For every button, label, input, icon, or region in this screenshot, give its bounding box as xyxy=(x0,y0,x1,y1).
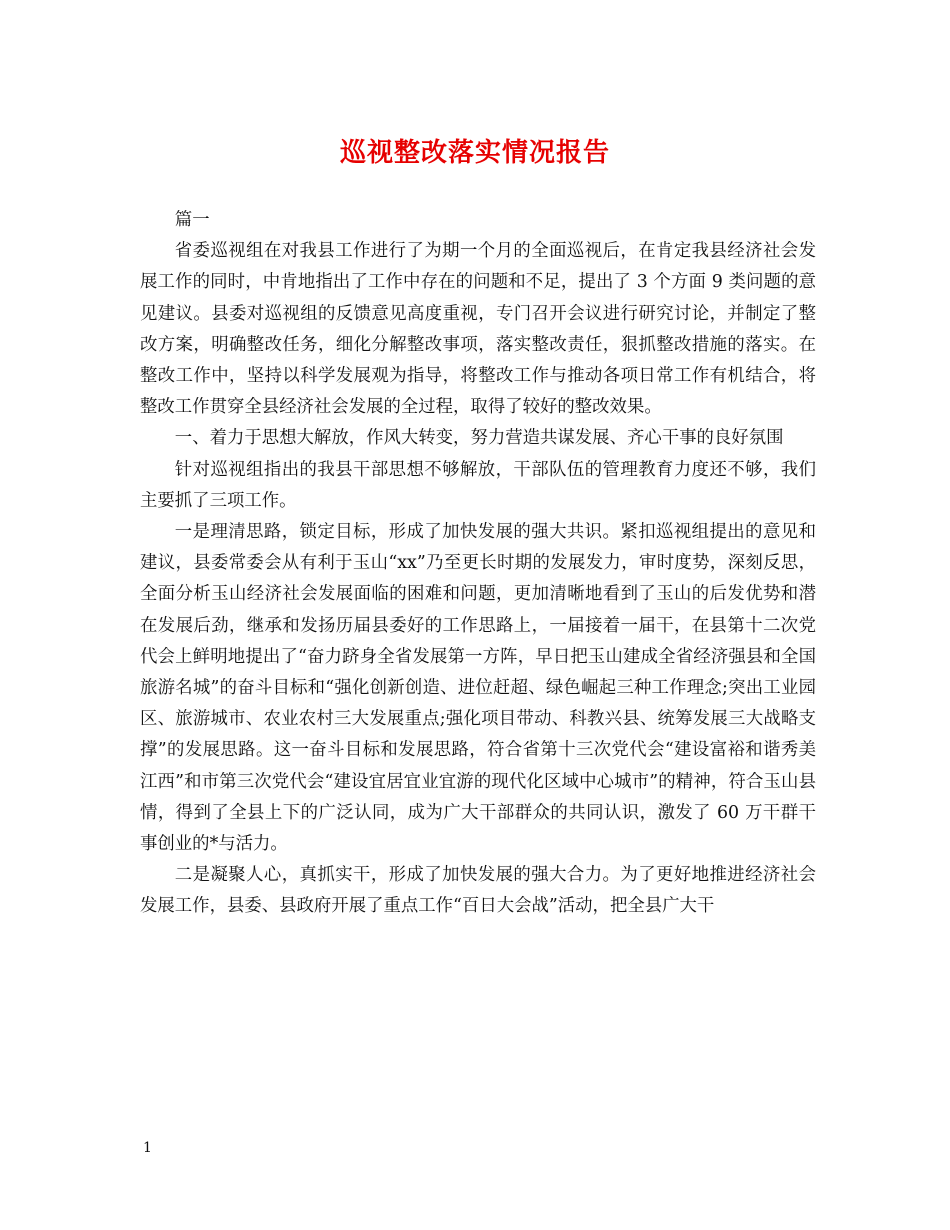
paragraph-three-tasks: 针对巡视组指出的我县干部思想不够解放，干部队伍的管理教育力度还不够，我们主要抓了三项工作。 xyxy=(140,459,816,511)
paragraph-intro: 省委巡视组在对我县工作进行了为期一个月的全面巡视后，在肯定我县经济社会发展工作的同时，中肯地指出了工作中存在的问题和不足，提出了 3 个方面 9 类问题的意见建议。县委对巡视组的反馈意见高度重视，专门召开会议进行研究讨论，并制定了整改方案，明确整改任务，细化分解整改事项，落实整改责任，狠抓整改措施的落实。在整改工作中，坚持以科学发展观为指导，将整改工作与推动各项日常工作有机结合，将整改工作贯穿全县经济社会发展的全过程，取得了较好的整改效果。 xyxy=(140,241,816,418)
document-body xyxy=(140,205,816,923)
paragraph-task-two: 二是凝聚人心，真抓实干，形成了加快发展的强大合力。为了更好地推进经济社会发展工作，县委、县政府开展了重点工作“百日大会战”活动，把全县广大干 xyxy=(140,865,816,917)
page-number: 1 xyxy=(143,1140,152,1156)
section-heading-pian-yi: 篇一 xyxy=(174,210,210,230)
paragraph-task-one: 一是理清思路，锁定目标，形成了加快发展的强大共识。紧扣巡视组提出的意见和建议，县委常委会从有利于玉山“xx”乃至更长时期的发展发力，审时度势，深刻反思，全面分析玉山经济社会发展面临的困难和问题，更加清晰地看到了玉山的后发优势和潜在发展后劲，继承和发扬历届县委好的工作思路上，一届接着一届干，在县第十二次党代会上鲜明地提出了“奋力跻身全省发展第一方阵，早日把玉山建成全省经济强县和全国旅游名城”的奋斗目标和“强化创新创造、进位赶超、绿色崛起三种工作理念;突出工业园区、旅游城市、农业农村三大发展重点;强化项目带动、科教兴县、统筹发展三大战略支撑”的发展思路。这一奋斗目标和发展思路，符合省第十三次党代会“建设富裕和谐秀美江西”和市第三次党代会“建设宜居宜业宜游的现代化区域中心城市”的精神，符合玉山县情，得到了全县上下的广泛认同，成为广大干部群众的共同认识，激发了 60 万干群干事创业的*与活力。 xyxy=(140,522,816,855)
section-heading-one: 一、着力于思想大解放，作风大转变，努力营造共谋发展、齐心干事的良好氛围 xyxy=(174,428,784,449)
document-title: 巡视整改落实情况报告 xyxy=(339,138,610,168)
